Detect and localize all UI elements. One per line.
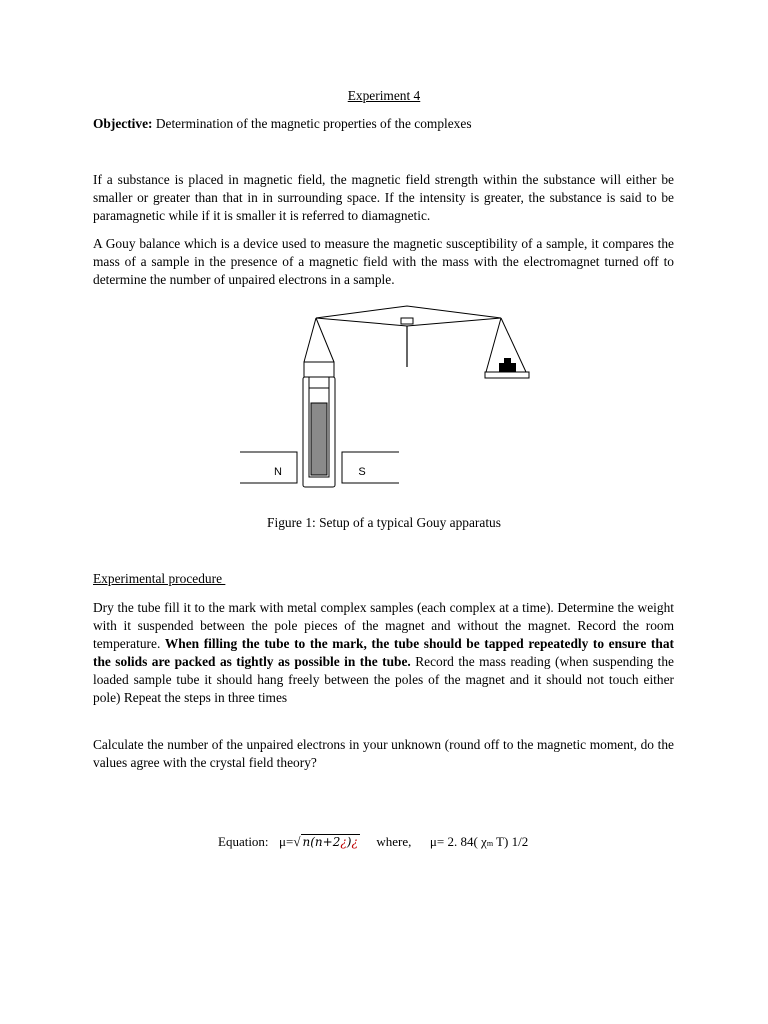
left-hanger <box>304 318 334 377</box>
procedure-text-a: Dry the tube fill it to the mark with metal complex samples (each complex at a time). Determine the weight with it suspended between the pole pieces of the magnet and without the magnet. Record the room temperature. <box>93 600 674 651</box>
equation-where: where, <box>376 834 412 849</box>
sqrt-icon: √ <box>293 834 301 849</box>
page-title: Experiment 4 <box>347 88 421 103</box>
equation-label: Equation: <box>218 834 269 849</box>
procedure-text-bold: When filling the tube to the mark, the tube should be tapped repeatedly to ensure that the solids are packed as tightly as possible in the tube. <box>93 636 674 669</box>
equation-rhs: μ= 2. 84( χm T) 1/2 <box>429 834 529 849</box>
procedure-heading: Experimental procedure <box>93 571 226 586</box>
pole-n-label: N <box>274 466 282 478</box>
magnet-pole-s <box>342 452 399 483</box>
objective-line <box>93 116 675 132</box>
sample-fill <box>311 403 327 475</box>
paragraph-intro: If a substance is placed in magnetic field, the magnetic field strength within the substance will either be smaller or greater than that in in surrounding space. If the intensity is greater, the substance is said to be paramagnetic while if it is smaller it is referred to diamagnetic. <box>93 172 674 223</box>
equation-mu: μ= <box>279 834 294 849</box>
equation-line <box>218 834 528 850</box>
procedure-text-b: Record the mass reading (when suspending the loaded sample tube it should hang freely between the poles of the magnet and it should not touch either pole) Repeat the steps in three times <box>93 654 674 705</box>
paragraph-gouy-balance: A Gouy balance which is a device used to measure the magnetic susceptibility of a sample, it compares the mass of a sample in the presence of a magnetic field with the mass with the electromagnet turned off to determine the number of unpaired electrons in a sample. <box>93 236 674 287</box>
paragraph-calculate: Calculate the number of the unpaired electrons in your unknown (round off to the magnetic moment, do the values agree with the crystal field theory? <box>93 737 674 770</box>
pole-s-label: S <box>358 466 366 478</box>
weight <box>499 358 516 372</box>
figure-caption: Figure 1: Setup of a typical Gouy apparatus <box>267 515 501 530</box>
magnet-pole-n <box>240 452 297 483</box>
procedure-paragraph <box>93 599 674 707</box>
beam-indicator <box>401 318 413 324</box>
gouy-apparatus-figure <box>236 302 536 492</box>
objective-label: Objective: <box>93 116 153 131</box>
equation-radicand: n(n+2¿)¿ <box>302 835 358 849</box>
sample-tube <box>303 377 335 487</box>
objective-text: Determination of the magnetic properties of the complexes <box>152 116 472 131</box>
